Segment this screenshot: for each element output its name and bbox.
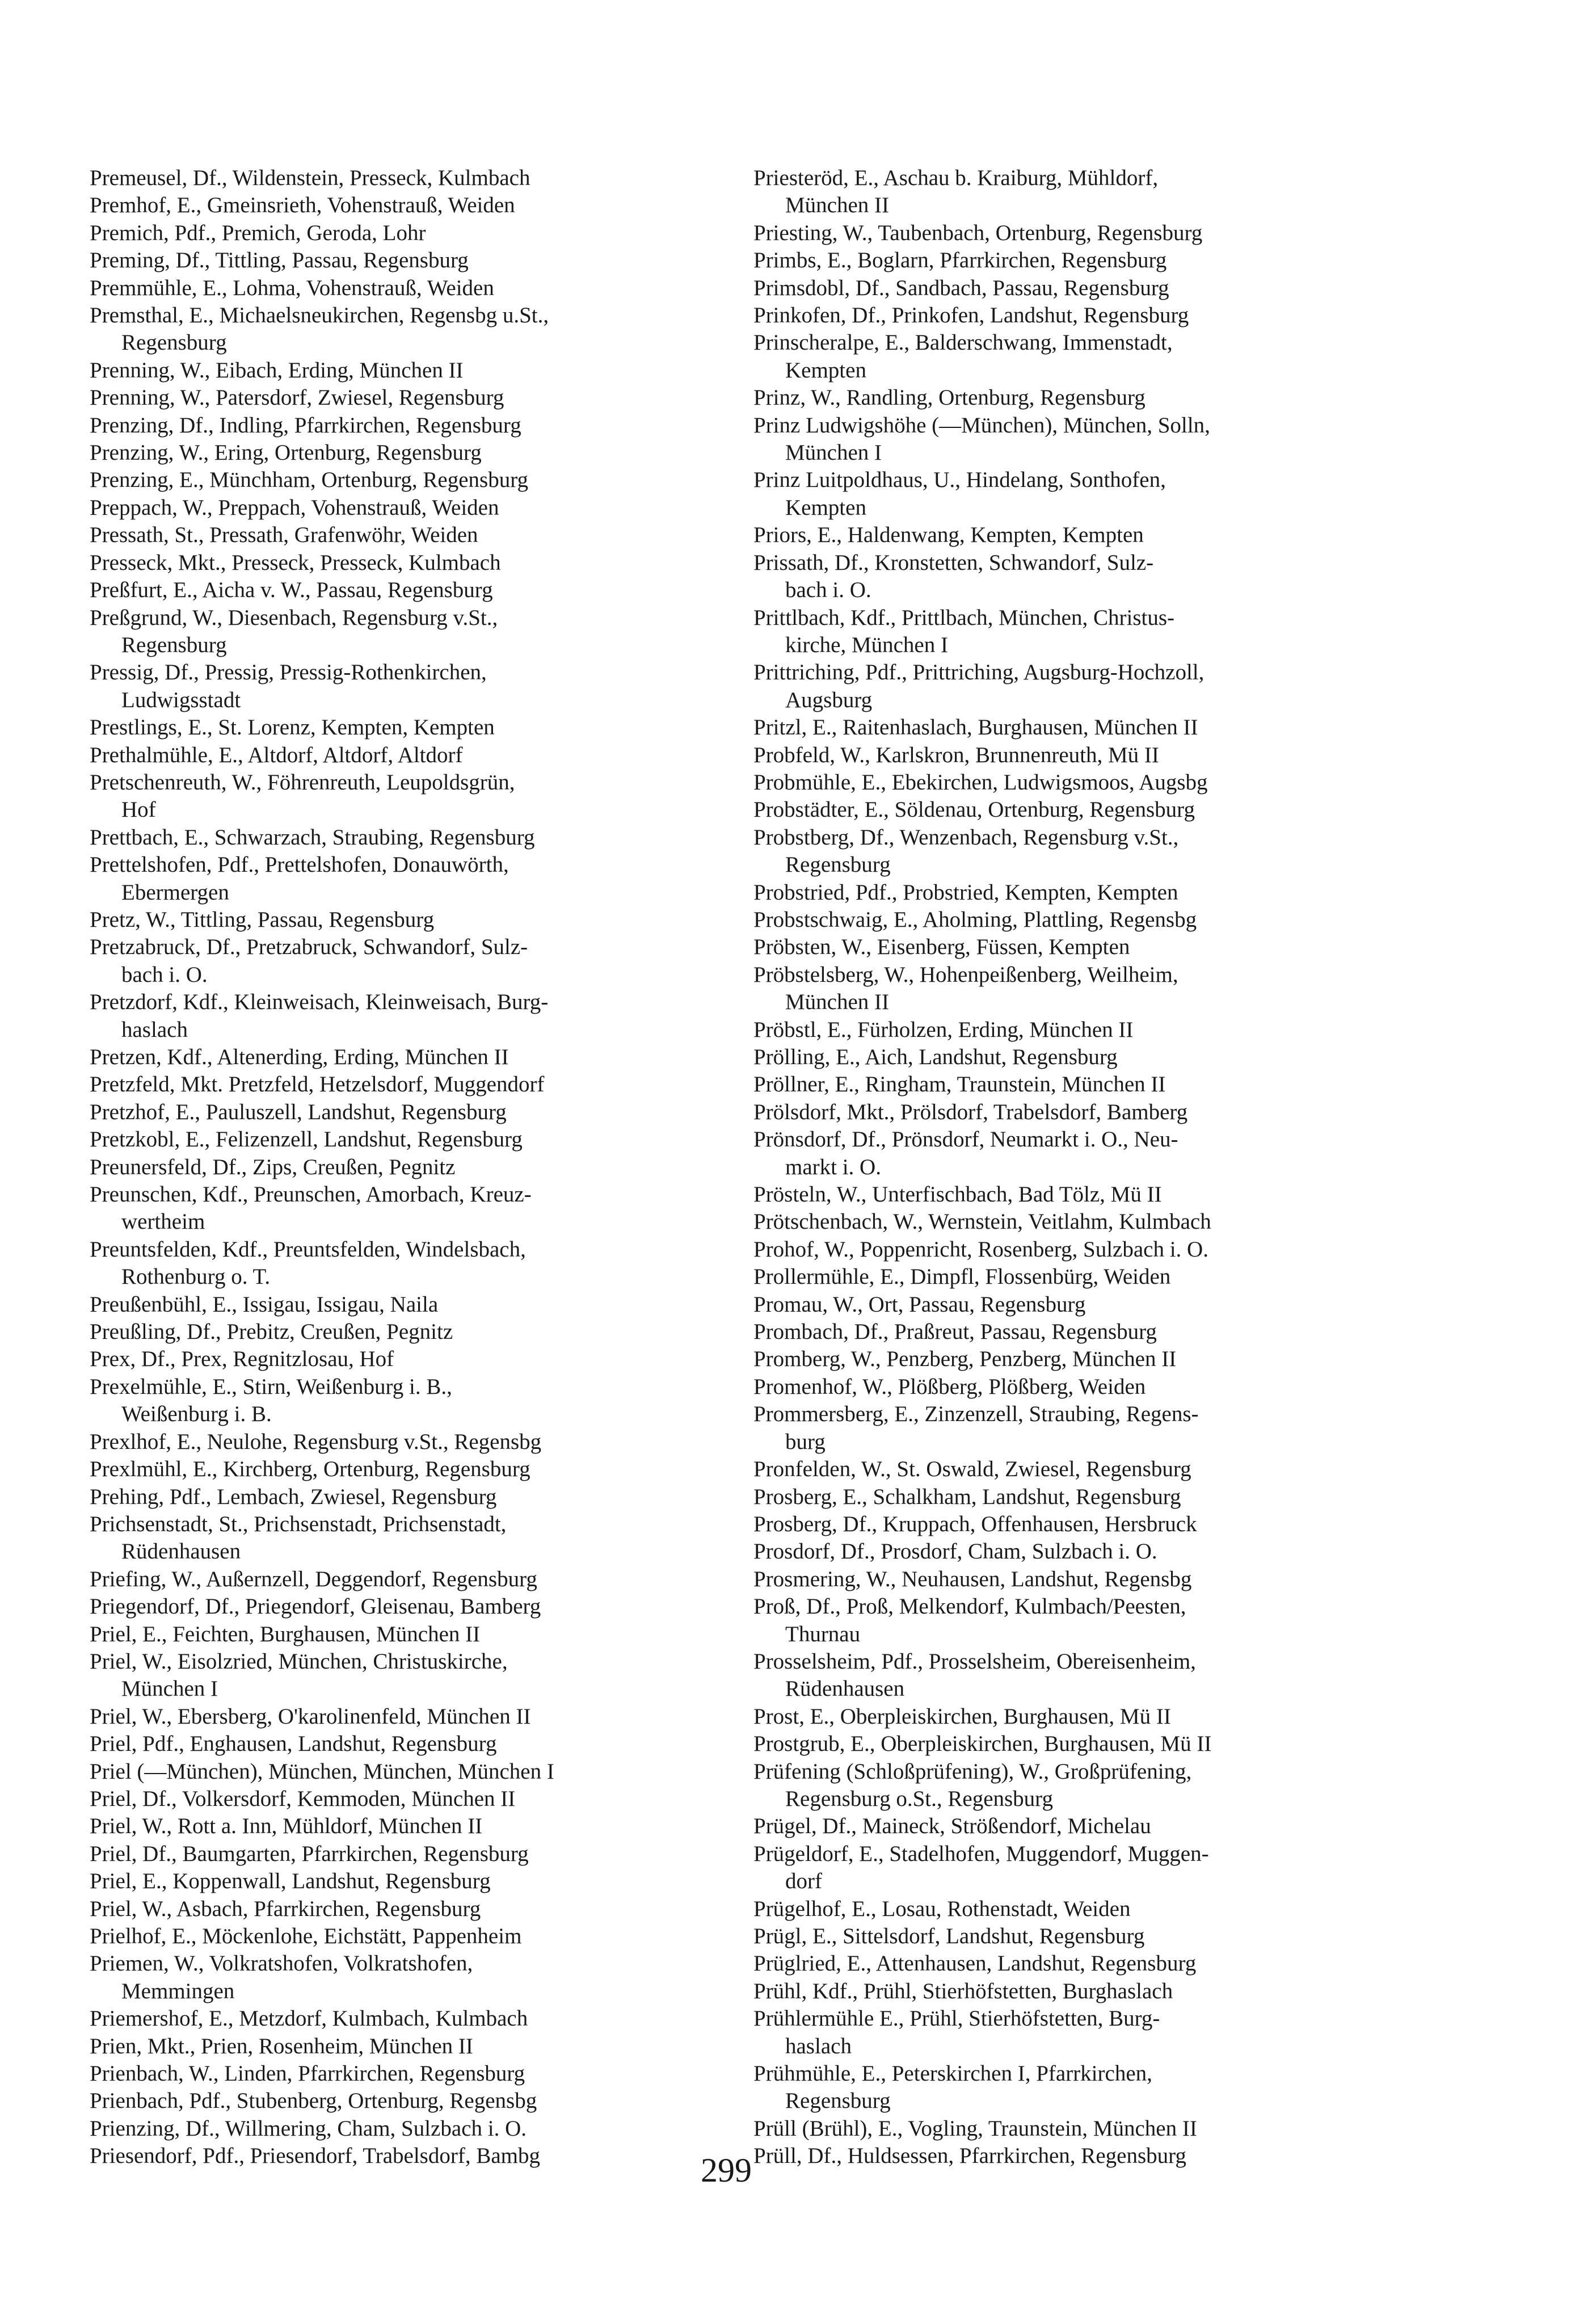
gazetteer-entry: Premmühle, E., Lohma, Vohenstrauß, Weiden [90, 275, 494, 300]
gazetteer-entry: Promenhof, W., Plößberg, Plößberg, Weiden [753, 1374, 1146, 1399]
gazetteer-entry: Pretzhof, E., Pauluszell, Landshut, Regensburg [90, 1099, 507, 1124]
gazetteer-entry: Prienbach, Pdf., Stubenberg, Ortenburg, Regensbg [90, 2089, 537, 2113]
gazetteer-entry: Primbs, E., Boglarn, Pfarrkirchen, Regensburg [753, 248, 1167, 273]
gazetteer-entry: Primsdobl, Df., Sandbach, Passau, Regensburg [753, 275, 1169, 300]
gazetteer-entry: Prehing, Pdf., Lembach, Zwiesel, Regensburg [90, 1484, 497, 1509]
gazetteer-entry: Probstschwaig, E., Aholming, Plattling, Regensbg [753, 907, 1197, 932]
gazetteer-entry: Premsthal, E., Michaelsneukirchen, Regensbg u.St., Regensburg [90, 303, 549, 355]
left-column [90, 165, 759, 2170]
gazetteer-entry: Prügel, Df., Maineck, Strößendorf, Michelau [753, 1814, 1151, 1839]
gazetteer-entry: Pretzdorf, Kdf., Kleinweisach, Kleinweisach, Burg- haslach [90, 990, 549, 1042]
gazetteer-entry: Pritzl, E., Raitenhaslach, Burghausen, München II [753, 715, 1198, 740]
gazetteer-entry: Pronfelden, W., St. Oswald, Zwiesel, Regensburg [753, 1457, 1191, 1482]
gazetteer-entry: Preming, Df., Tittling, Passau, Regensburg [90, 248, 469, 273]
gazetteer-entry: Preunschen, Kdf., Preunschen, Amorbach, Kreuz- wertheim [90, 1182, 532, 1234]
gazetteer-entry: Prügeldorf, E., Stadelhofen, Muggendorf, Muggen- dorf [753, 1841, 1209, 1894]
gazetteer-entry: Promberg, W., Penzberg, Penzberg, München II [753, 1347, 1177, 1372]
gazetteer-entry: Premich, Pdf., Premich, Geroda, Lohr [90, 220, 426, 245]
gazetteer-entry: Prühmühle, E., Peterskirchen I, Pfarrkirchen, Regensburg [753, 2061, 1152, 2113]
gazetteer-entry: Prettelshofen, Pdf., Prettelshofen, Donauwörth, Ebermergen [90, 852, 509, 905]
gazetteer-entry: Prüll, Df., Huldsessen, Pfarrkirchen, Regensburg [753, 2144, 1186, 2169]
gazetteer-entry: Prüll (Brühl), E., Vogling, Traunstein, München II [753, 2116, 1197, 2141]
gazetteer-entry: Priel, Df., Volkersdorf, Kemmoden, München II [90, 1786, 516, 1811]
gazetteer-entry: Probmühle, E., Ebekirchen, Ludwigsmoos, Augsbg [753, 770, 1208, 795]
gazetteer-entry: Prönsdorf, Df., Prönsdorf, Neumarkt i. O., Neu- markt i. O. [753, 1127, 1178, 1179]
gazetteer-entry: Prölling, E., Aich, Landshut, Regensburg [753, 1045, 1118, 1069]
gazetteer-entry: Priel, W., Ebersberg, O'karolinenfeld, München II [90, 1704, 531, 1729]
gazetteer-entry: Prinz Luitpoldhaus, U., Hindelang, Sonthofen, Kempten [753, 468, 1166, 520]
gazetteer-entry: Prexelmühle, E., Stirn, Weißenburg i. B., Weißenburg i. B. [90, 1374, 452, 1427]
gazetteer-entry: Prielhof, E., Möckenlohe, Eichstätt, Pappenheim [90, 1924, 522, 1948]
gazetteer-entry: Prühlermühle E., Prühl, Stierhöfstetten, Burg- haslach [753, 2006, 1160, 2058]
gazetteer-entry: Pressath, St., Pressath, Grafenwöhr, Weiden [90, 523, 478, 548]
page-number: 299 [701, 2152, 752, 2189]
gazetteer-entry: Prex, Df., Prex, Regnitzlosau, Hof [90, 1347, 394, 1372]
gazetteer-entry: Premeusel, Df., Wildenstein, Presseck, Kulmbach [90, 166, 530, 190]
gazetteer-entry: Prien, Mkt., Prien, Rosenheim, München II [90, 2033, 473, 2058]
gazetteer-entry: Pretzkobl, E., Felizenzell, Landshut, Regensburg [90, 1127, 523, 1152]
gazetteer-entry: Priel, Pdf., Enghausen, Landshut, Regensburg [90, 1732, 497, 1757]
gazetteer-entry: Prölsdorf, Mkt., Prölsdorf, Trabelsdorf, Bamberg [753, 1099, 1188, 1124]
gazetteer-entry: Premhof, E., Gmeinsrieth, Vohenstrauß, Weiden [90, 193, 515, 218]
gazetteer-entry: Probstädter, E., Söldenau, Ortenburg, Regensburg [753, 797, 1195, 822]
gazetteer-entry: Priesting, W., Taubenbach, Ortenburg, Regensburg [753, 220, 1203, 245]
gazetteer-entry: Prettbach, E., Schwarzach, Straubing, Regensburg [90, 825, 535, 850]
gazetteer-entry: Priel, E., Koppenwall, Landshut, Regensburg [90, 1869, 491, 1894]
gazetteer-entry: Prinz Ludwigshöhe (—München), München, Solln, München I [753, 413, 1210, 465]
gazetteer-entry: Prüfening (Schloßprüfening), W., Großprüfening, Regensburg o.St., Regensburg [753, 1759, 1192, 1811]
gazetteer-entry: Prissath, Df., Kronstetten, Schwandorf, Sulz- bach i. O. [753, 550, 1154, 603]
gazetteer-entry: Prügelhof, E., Losau, Rothenstadt, Weiden [753, 1896, 1131, 1921]
gazetteer-entry: Pröbstelsberg, W., Hohenpeißenberg, Weilheim, München II [753, 962, 1178, 1015]
gazetteer-entry: Preußenbühl, E., Issigau, Issigau, Naila [90, 1292, 439, 1317]
gazetteer-entry: Pressig, Df., Pressig, Pressig-Rothenkirchen, Ludwigsstadt [90, 660, 487, 712]
gazetteer-entry: Priors, E., Haldenwang, Kempten, Kempten [753, 523, 1144, 548]
gazetteer-entry: Prenning, W., Eibach, Erding, München II [90, 358, 464, 383]
gazetteer-entry: Priel (—München), München, München, München I [90, 1759, 554, 1784]
gazetteer-entry: Probstried, Pdf., Probstried, Kempten, Kempten [753, 880, 1178, 905]
gazetteer-entry: Pröbstl, E., Fürholzen, Erding, München II [753, 1017, 1134, 1042]
gazetteer-entry: Prosselsheim, Pdf., Prosselsheim, Obereisenheim, Rüdenhausen [753, 1649, 1196, 1701]
gazetteer-entry: Pretzen, Kdf., Altenerding, Erding, München II [90, 1045, 509, 1069]
gazetteer-entry: Priel, W., Eisolzried, München, Christuskirche, München I [90, 1649, 508, 1701]
gazetteer-entry: Prostgrub, E., Oberpleiskirchen, Burghausen, Mü II [753, 1732, 1212, 1757]
gazetteer-entry: Prienzing, Df., Willmering, Cham, Sulzbach i. O. [90, 2116, 527, 2141]
gazetteer-entry: Priemershof, E., Metzdorf, Kulmbach, Kulmbach [90, 2006, 528, 2031]
gazetteer-entry: Pröllner, E., Ringham, Traunstein, München II [753, 1072, 1166, 1097]
gazetteer-entry: Pretzfeld, Mkt. Pretzfeld, Hetzelsdorf, Muggendorf [90, 1072, 545, 1097]
gazetteer-entry: Promau, W., Ort, Passau, Regensburg [753, 1292, 1086, 1317]
right-column [753, 165, 1423, 2170]
gazetteer-entry: Probstberg, Df., Wenzenbach, Regensburg v.St., Regensburg [753, 825, 1179, 877]
gazetteer-entry: Prosdorf, Df., Prosdorf, Cham, Sulzbach i. O. [753, 1539, 1157, 1564]
gazetteer-entry: Prittriching, Pdf., Prittriching, Augsburg-Hochzoll, Augsburg [753, 660, 1205, 712]
gazetteer-entry: Prenzing, E., Münchham, Ortenburg, Regensburg [90, 468, 529, 493]
gazetteer-entry: Prenning, W., Patersdorf, Zwiesel, Regensburg [90, 385, 504, 410]
gazetteer-entry: Prüglried, E., Attenhausen, Landshut, Regensburg [753, 1951, 1197, 1976]
gazetteer-entry: Prenzing, Df., Indling, Pfarrkirchen, Regensburg [90, 413, 521, 438]
gazetteer-entry: Prommersberg, E., Zinzenzell, Straubing, Regens- burg [753, 1402, 1199, 1454]
gazetteer-entry: Prosmering, W., Neuhausen, Landshut, Regensbg [753, 1566, 1192, 1591]
gazetteer-entry: Pretschenreuth, W., Föhrenreuth, Leupoldsgrün, Hof [90, 770, 515, 822]
gazetteer-entry: Prost, E., Oberpleiskirchen, Burghausen, Mü II [753, 1704, 1171, 1729]
gazetteer-entry: Preunersfeld, Df., Zips, Creußen, Pegnitz [90, 1154, 456, 1179]
gazetteer-entry: Preuntsfelden, Kdf., Preuntsfelden, Windelsbach, Rothenburg o. T. [90, 1237, 526, 1289]
gazetteer-entry: Prexlhof, E., Neulohe, Regensburg v.St., Regensbg [90, 1429, 542, 1454]
gazetteer-entry: Prollermühle, E., Dimpfl, Flossenbürg, Weiden [753, 1264, 1171, 1289]
gazetteer-entry: Priegendorf, Df., Priegendorf, Gleisenau, Bamberg [90, 1594, 541, 1619]
gazetteer-entry: Prichsenstadt, St., Prichsenstadt, Prichsenstadt, Rüdenhausen [90, 1511, 507, 1564]
gazetteer-entry: Presseck, Mkt., Presseck, Presseck, Kulmbach [90, 550, 501, 575]
gazetteer-entry: Pretzabruck, Df., Pretzabruck, Schwandorf, Sulz- bach i. O. [90, 935, 528, 987]
gazetteer-entry: Prexlmühl, E., Kirchberg, Ortenburg, Regensburg [90, 1457, 530, 1482]
gazetteer-entry: Priesendorf, Pdf., Priesendorf, Trabelsdorf, Bambg [90, 2144, 540, 2169]
gazetteer-entry: Prienbach, W., Linden, Pfarrkirchen, Regensburg [90, 2061, 525, 2086]
gazetteer-entry: Preßgrund, W., Diesenbach, Regensburg v.St., Regensburg [90, 605, 498, 657]
gazetteer-entry: Prohof, W., Poppenricht, Rosenberg, Sulzbach i. O. [753, 1237, 1208, 1262]
gazetteer-entry: Pretz, W., Tittling, Passau, Regensburg [90, 907, 435, 932]
gazetteer-entry: Prösteln, W., Unterfischbach, Bad Tölz, Mü II [753, 1182, 1162, 1207]
gazetteer-entry: Prinz, W., Randling, Ortenburg, Regensburg [753, 385, 1146, 410]
gazetteer-entry: Prühl, Kdf., Prühl, Stierhöfstetten, Burghaslach [753, 1978, 1173, 2003]
gazetteer-entry: Preppach, W., Preppach, Vohenstrauß, Weiden [90, 495, 499, 520]
gazetteer-entry: Preßfurt, E., Aicha v. W., Passau, Regensburg [90, 578, 493, 603]
gazetteer-entry: Prittlbach, Kdf., Prittlbach, München, Christus- kirche, München I [753, 605, 1174, 657]
gazetteer-entry: Prügl, E., Sittelsdorf, Landshut, Regensburg [753, 1924, 1145, 1948]
gazetteer-entry: Prosberg, E., Schalkham, Landshut, Regensburg [753, 1484, 1181, 1509]
gazetteer-entry: Prosberg, Df., Kruppach, Offenhausen, Hersbruck [753, 1511, 1197, 1536]
gazetteer-entry: Prenzing, W., Ering, Ortenburg, Regensburg [90, 440, 482, 465]
gazetteer-entry: Priefing, W., Außernzell, Deggendorf, Regensburg [90, 1566, 537, 1591]
gazetteer-entry: Prestlings, E., St. Lorenz, Kempten, Kempten [90, 715, 495, 740]
gazetteer-entry: Prinkofen, Df., Prinkofen, Landshut, Regensburg [753, 303, 1189, 328]
gazetteer-entry: Priel, W., Rott a. Inn, Mühldorf, München II [90, 1814, 483, 1839]
gazetteer-entry: Proß, Df., Proß, Melkendorf, Kulmbach/Peesten, Thurnau [753, 1594, 1186, 1646]
gazetteer-entry: Priel, Df., Baumgarten, Pfarrkirchen, Regensburg [90, 1841, 529, 1866]
gazetteer-entry: Priemen, W., Volkratshofen, Volkratshofen, Memmingen [90, 1951, 473, 2003]
gazetteer-entry: Priel, E., Feichten, Burghausen, München II [90, 1621, 481, 1646]
gazetteer-entry: Priesteröd, E., Aschau b. Kraiburg, Mühldorf, München II [753, 166, 1159, 218]
gazetteer-entry: Prombach, Df., Praßreut, Passau, Regensburg [753, 1320, 1157, 1344]
gazetteer-entry: Pröbsten, W., Eisenberg, Füssen, Kempten [753, 935, 1130, 960]
gazetteer-entry: Prethalmühle, E., Altdorf, Altdorf, Altdorf [90, 742, 463, 767]
gazetteer-entry: Probfeld, W., Karlskron, Brunnenreuth, Mü II [753, 742, 1159, 767]
gazetteer-entry: Prötschenbach, W., Wernstein, Veitlahm, Kulmbach [753, 1209, 1211, 1234]
gazetteer-entry: Preußling, Df., Prebitz, Creußen, Pegnitz [90, 1320, 453, 1344]
gazetteer-entry: Priel, W., Asbach, Pfarrkirchen, Regensburg [90, 1896, 481, 1921]
gazetteer-entry: Prinscheralpe, E., Balderschwang, Immenstadt, Kempten [753, 330, 1173, 383]
